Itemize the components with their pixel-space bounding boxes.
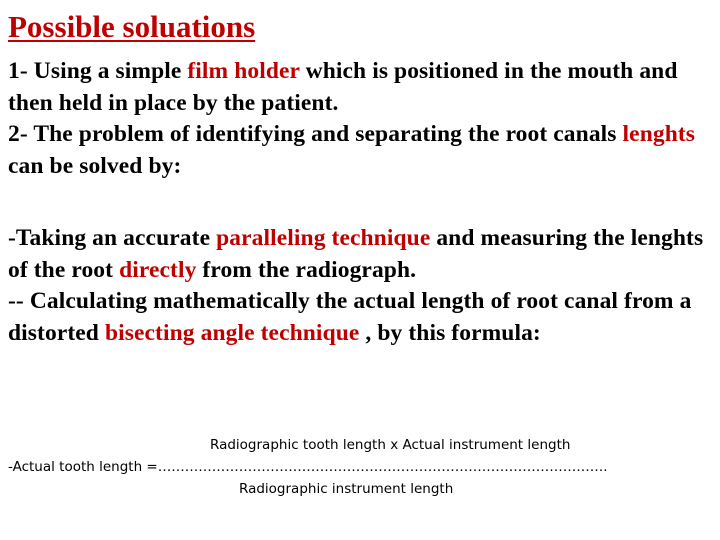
method-2-text: -- Calculating mathematically the actual length of root canal from a distorted [8,288,692,346]
formula-numerator: Radiographic tooth length x Actual instrument length [210,437,571,453]
formula-left-side: -Actual tooth length =………………………………………………………………………………………. [8,459,608,475]
formula-denominator: Radiographic instrument length [239,481,454,497]
point-1-text: 1- Using a simple [8,58,188,84]
method-1-text-mid: and measuring the lenghts of the root [8,225,704,283]
point-1-text-end: which is positioned in the mouth and then held in place by the patient. [8,58,678,116]
highlight-paralleling-technique: paralleling technique [216,225,431,251]
intro-text-block [8,56,714,182]
method-2-text-end: , by this formula: [359,319,541,346]
highlight-film-holder: film holder [187,58,300,84]
point-2 [8,119,714,182]
point-2-text-end: can be solved by: [8,152,182,179]
method-2 [8,286,714,349]
highlight-lenghts: lenghts [622,121,696,147]
slide-title: Possible soluations [8,9,256,44]
method-1 [8,223,714,286]
point-1 [8,56,714,119]
method-1-text: -Taking an accurate [8,225,217,251]
highlight-directly: directly [119,256,197,283]
methods-text-block [8,223,714,349]
highlight-bisecting-angle-technique: bisecting angle technique [104,319,360,346]
method-1-text-end: from the radiograph. [196,256,417,283]
point-2-text: 2- The problem of identifying and separating the root canals [8,121,623,147]
